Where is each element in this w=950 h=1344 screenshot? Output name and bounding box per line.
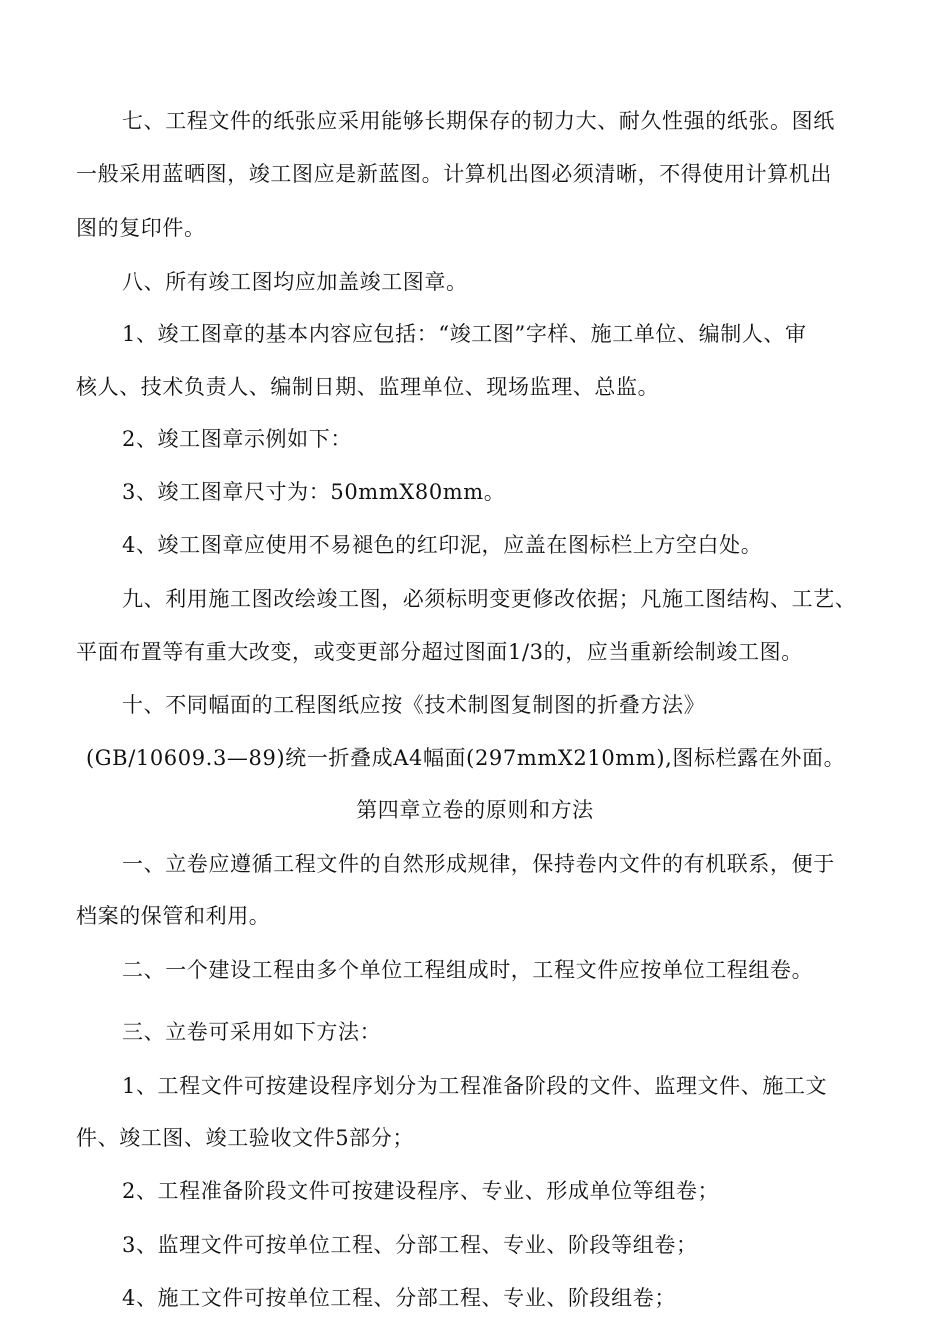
paragraph-line: 七、工程文件的纸张应采用能够长期保存的韧力大、耐久性强的纸张。图纸 <box>122 109 835 133</box>
paragraph-line: 4、施工文件可按单位工程、分部工程、专业、阶段组卷； <box>122 1286 676 1310</box>
paragraph-line: 图的复印件。 <box>76 216 206 240</box>
chapter-heading: 第四章立卷的原则和方法 <box>356 798 594 822</box>
paragraph-line: 件、竣工图、竣工验收文件5部分； <box>76 1126 414 1150</box>
paragraph-line: 九、利用施工图改绘竣工图，必须标明变更修改依据；凡施工图结构、工艺、 <box>122 587 857 611</box>
paragraph-line: 3、监理文件可按单位工程、分部工程、专业、阶段等组卷； <box>122 1233 698 1257</box>
paragraph-line: 2、竣工图章示例如下： <box>122 427 352 451</box>
paragraph-line: 2、工程准备阶段文件可按建设程序、专业、形成单位等组卷； <box>122 1179 720 1203</box>
paragraph-line: 1、工程文件可按建设程序划分为工程准备阶段的文件、监理文件、施工文 <box>122 1074 828 1098</box>
paragraph-line: (GB/10609.3—89)统一折叠成A4幅面(297mmX210mm),图标栏露在外面。 <box>86 746 846 770</box>
paragraph-line: 一、立卷应遵循工程文件的自然形成规律，保持卷内文件的有机联系，便于 <box>122 852 835 876</box>
paragraph-line: 八、所有竣工图均应加盖竣工图章。 <box>122 270 468 294</box>
paragraph-line: 档案的保管和利用。 <box>76 904 271 928</box>
paragraph-line: 3、竣工图章尺寸为：50mmX80mm。 <box>122 480 506 504</box>
paragraph-line: 十、不同幅面的工程图纸应按《技术制图复制图的折叠方法》 <box>122 693 706 717</box>
paragraph-line: 三、立卷可采用如下方法： <box>122 1020 382 1044</box>
paragraph-line: 核人、技术负责人、编制日期、监理单位、现场监理、总监。 <box>76 375 660 399</box>
paragraph-line: 平面布置等有重大改变，或变更部分超过图面1/3的，应当重新绘制竣工图。 <box>76 640 803 664</box>
paragraph-line: 一般采用蓝晒图，竣工图应是新蓝图。计算机出图必须清晰，不得使用计算机出 <box>76 162 832 186</box>
paragraph-line: 1、竣工图章的基本内容应包括：“竣工图”字样、施工单位、编制人、审 <box>122 322 807 346</box>
paragraph-line: 二、一个建设工程由多个单位工程组成时，工程文件应按单位工程组卷。 <box>122 958 814 982</box>
paragraph-line: 4、竣工图章应使用不易褪色的红印泥，应盖在图标栏上方空白处。 <box>122 533 763 557</box>
